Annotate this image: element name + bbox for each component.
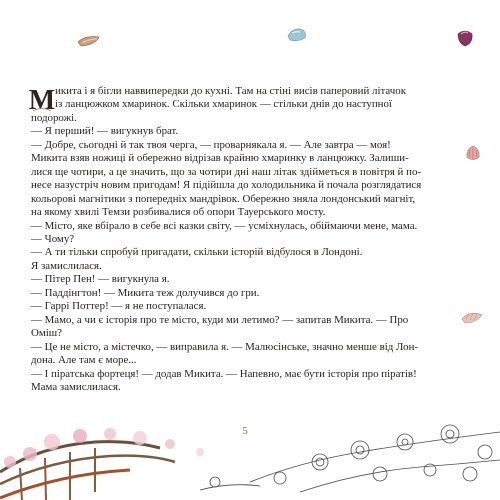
text-line: Оміш? — [31, 327, 63, 340]
text-line: — Я перший! — вигукнув брат. — [31, 125, 179, 138]
page-number: 5 — [242, 425, 248, 437]
svg-text:М: М — [28, 85, 56, 116]
text-line: — Паддінгтон! — Микита теж долучився до гри. — [31, 286, 260, 299]
text-line: — Добре, сьогодні й так твоя черга, — проварнякала я. — Але завтра — моя! — [31, 138, 391, 151]
text-line: несе назустріч новим пригодам! Я підійшла до холодильника й почала розглядатися — [31, 179, 422, 192]
gem-decoration-top-right — [455, 28, 475, 48]
text-line: Микита взяв ножиці й обережно відрізав крайню хмаринку в ланцюжку. Залиши- — [31, 152, 409, 165]
shell-decoration-top-left — [77, 34, 101, 48]
text-line: на якому хвилі Темзи розбивалися об опори Тауерського мосту. — [31, 206, 326, 219]
text-line: — Місто, яке вбірало в себе всі казки світу, — усміхнулась, обіймаючи мене, мама. — [31, 219, 418, 232]
flower-branch-illustration — [0, 428, 204, 500]
text-line: — Чому? — [31, 232, 75, 245]
bottom-illustration — [0, 412, 500, 500]
text-line: Мама замислилася. — [31, 380, 121, 393]
text-line: дона. Але там є море... — [31, 354, 137, 367]
text-line: — І піратська фортеця! — додав Микита. — Напевно, має бути історія про піратів! — [31, 367, 417, 380]
story-text — [28, 85, 474, 394]
text-line: — Гаррі Поттер! — я не поступалася. — [31, 300, 207, 313]
text-line: — Це не місто, а містечко, — виправила я. — Малюсінське, значно менше від Лон- — [31, 340, 419, 353]
text-line: — Пітер Пен! — вигукнула я. — [31, 273, 170, 286]
text-line: Я замислилася. — [31, 259, 102, 272]
text-line: лися ще чотири, а це значить, що за чотири дні наш літак здійметься в повітря й по- — [31, 165, 422, 178]
text-line: икита і я бігли наввипередки до кухні. Там на стіні висів паперовий літачок — [55, 85, 406, 97]
text-line: із ланцюжком хмаринок. Скільки хмаринок — стільки днів до наступної — [55, 98, 392, 111]
text-line: — А ти тільки спробуй пригадати, скільки історій відбулося в Лондоні. — [31, 246, 363, 259]
stone-decoration-top-center — [286, 27, 308, 43]
text-line: — Мамо, а чи є історія про те місто, куди ми летимо? — запитав Микита. — Про — [31, 313, 409, 326]
text-line: кольорові магнітики з попередніх мандрівок. Обережно зняла лондонський магніт, — [31, 192, 416, 205]
text-line: подорожі. — [31, 111, 77, 124]
